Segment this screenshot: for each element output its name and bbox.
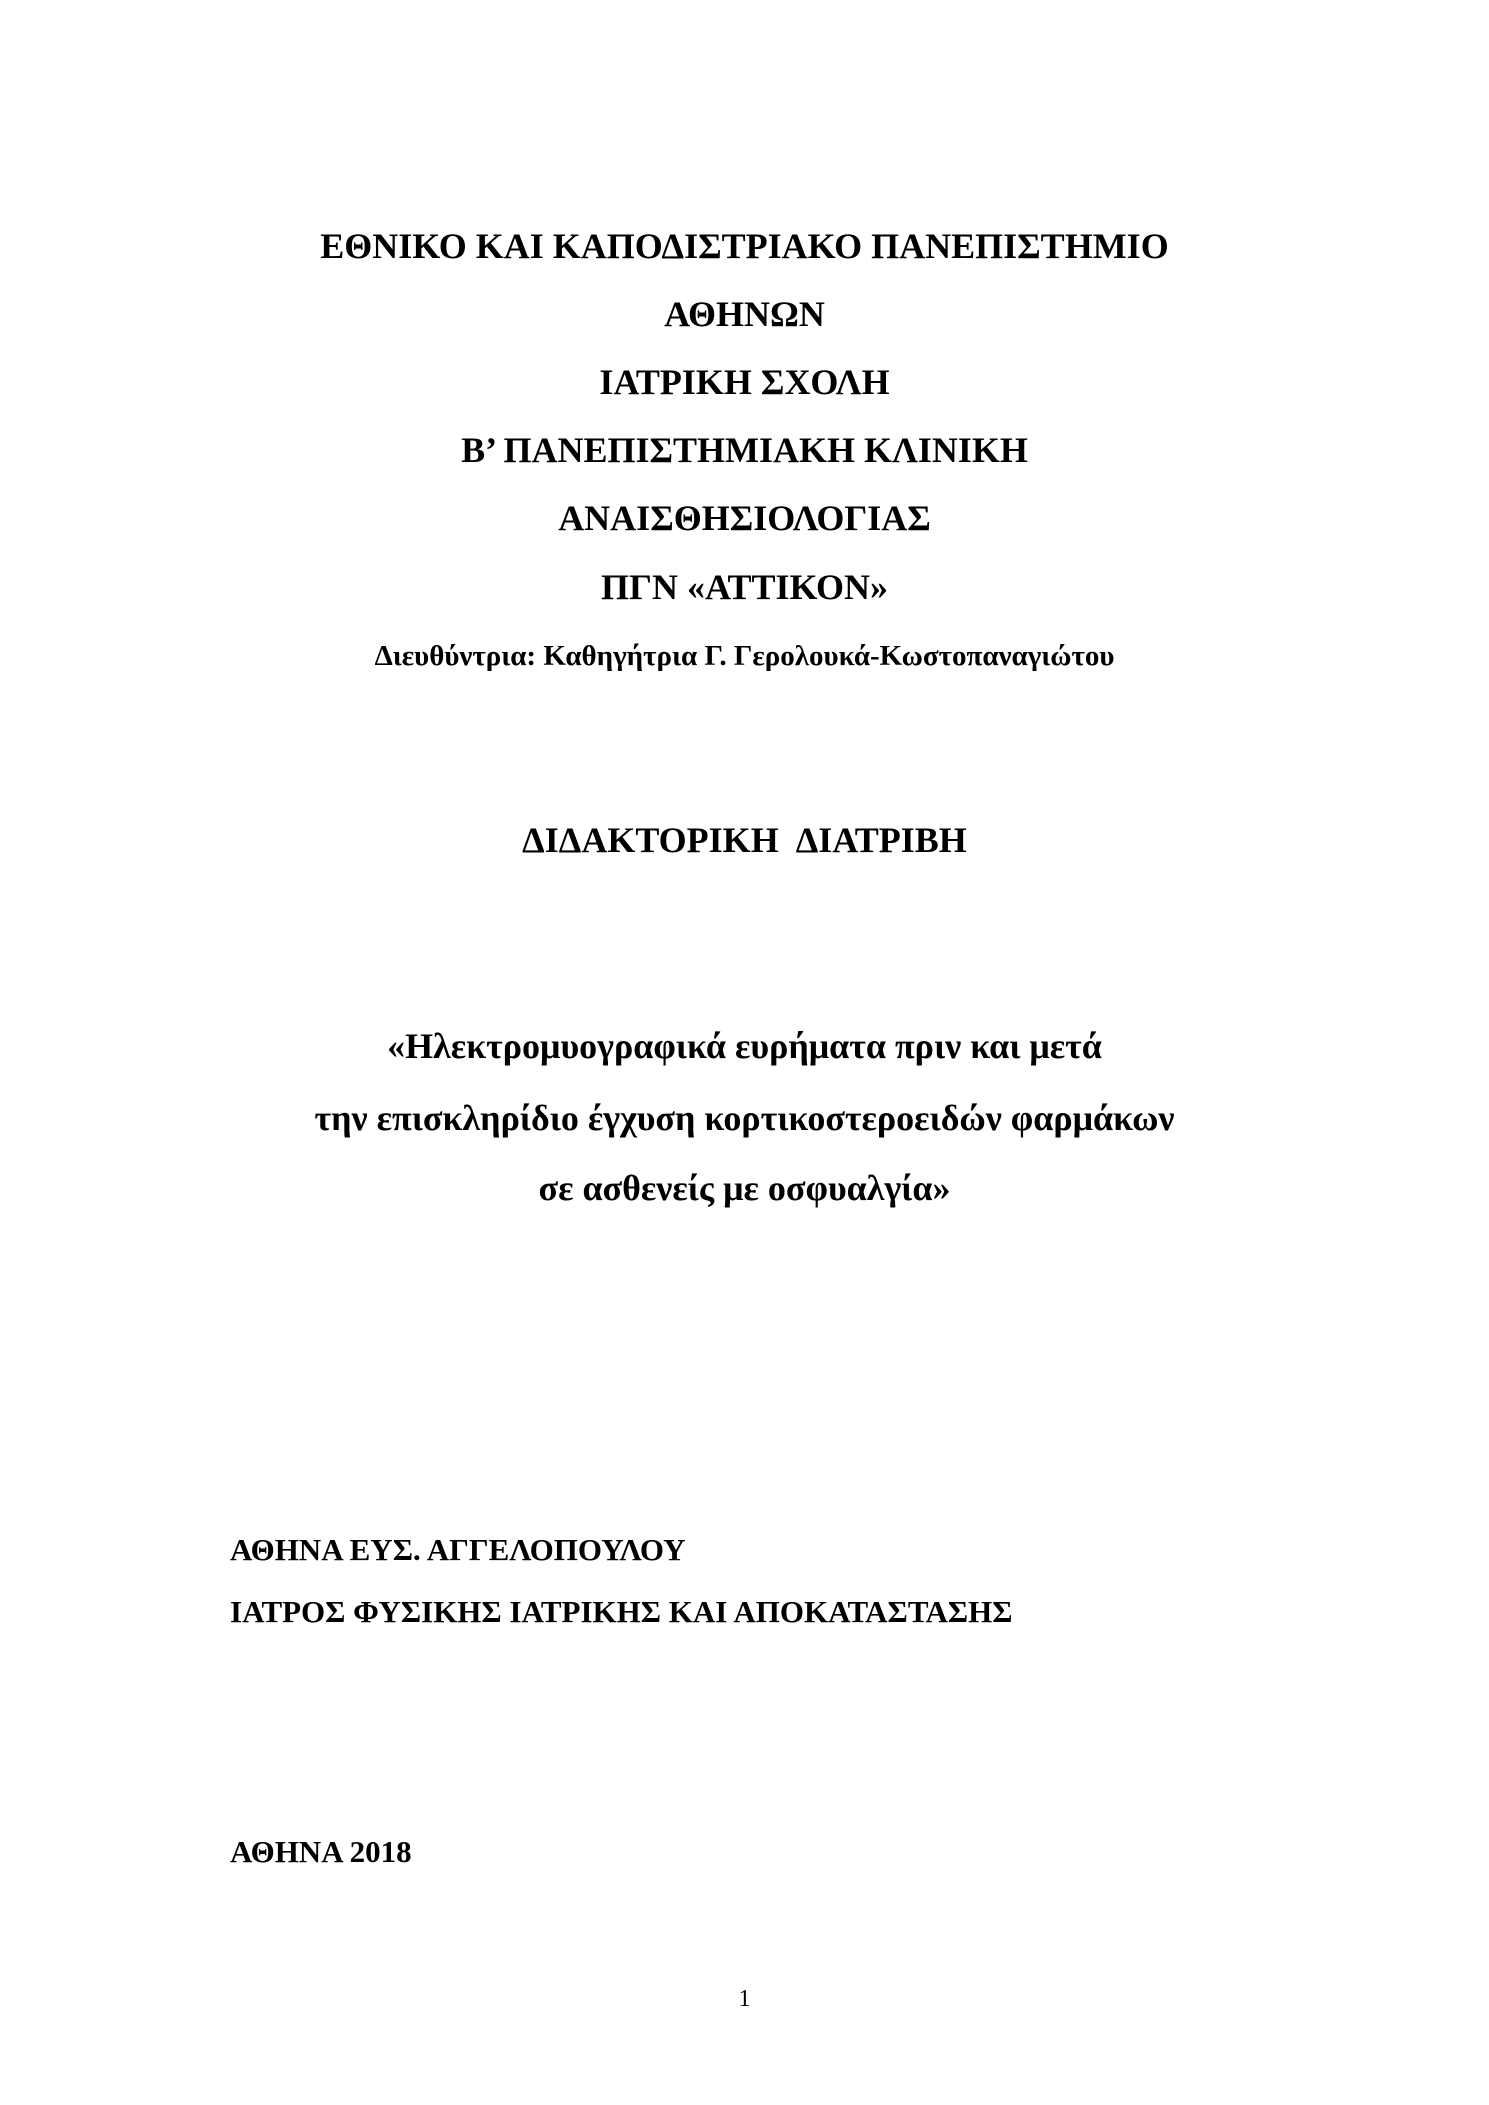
thesis-title-line1: «Ηλεκτρομυογραφικά ευρήματα πριν και μετά xyxy=(387,1026,1102,1066)
thesis-title-line2: την επισκληρίδιο έγχυση κορτικοστεροειδών φαρμάκων xyxy=(314,1098,1175,1138)
author-name: ΑΘΗΝΑ ΕΥΣ. ΑΓΓΕΛΟΠΟΥΛΟΥ xyxy=(230,1532,686,1567)
school-name: ΙΑΤΡΙΚΗ ΣΧΟΛΗ xyxy=(599,362,890,402)
thesis-title-line3: σε ασθενείς με οσφυαλγία» xyxy=(538,1168,951,1208)
thesis-type: ΔΙΔΑΚΤΟΡΙΚΗ ΔΙΑΤΡΙΒΗ xyxy=(522,820,967,860)
clinic-name-line1: Β’ ΠΑΝΕΠΙΣΤΗΜΙΑΚΗ ΚΛΙΝΙΚΗ xyxy=(461,430,1028,470)
clinic-director: Διευθύντρια: Καθηγήτρια Γ. Γερολουκά-Κωστοπαναγιώτου xyxy=(374,640,1115,672)
clinic-name-line2: ΑΝΑΙΣΘΗΣΙΟΛΟΓΙΑΣ xyxy=(558,498,931,538)
page-number: 1 xyxy=(738,1986,751,2012)
hospital-name: ΠΓΝ «ΑΤΤΙΚΟΝ» xyxy=(601,567,888,607)
place-year: ΑΘΗΝΑ 2018 xyxy=(230,1834,412,1869)
author-role: ΙΑΤΡΟΣ ΦΥΣΙΚΗΣ ΙΑΤΡΙΚΗΣ ΚΑΙ ΑΠΟΚΑΤΑΣΤΑΣΗΣ xyxy=(230,1594,1013,1629)
university-name-line2: ΑΘΗΝΩΝ xyxy=(664,294,825,334)
university-name-line1: ΕΘΝΙΚΟ ΚΑΙ ΚΑΠΟΔΙΣΤΡΙΑΚΟ ΠΑΝΕΠΙΣΤΗΜΙΟ xyxy=(320,226,1169,266)
